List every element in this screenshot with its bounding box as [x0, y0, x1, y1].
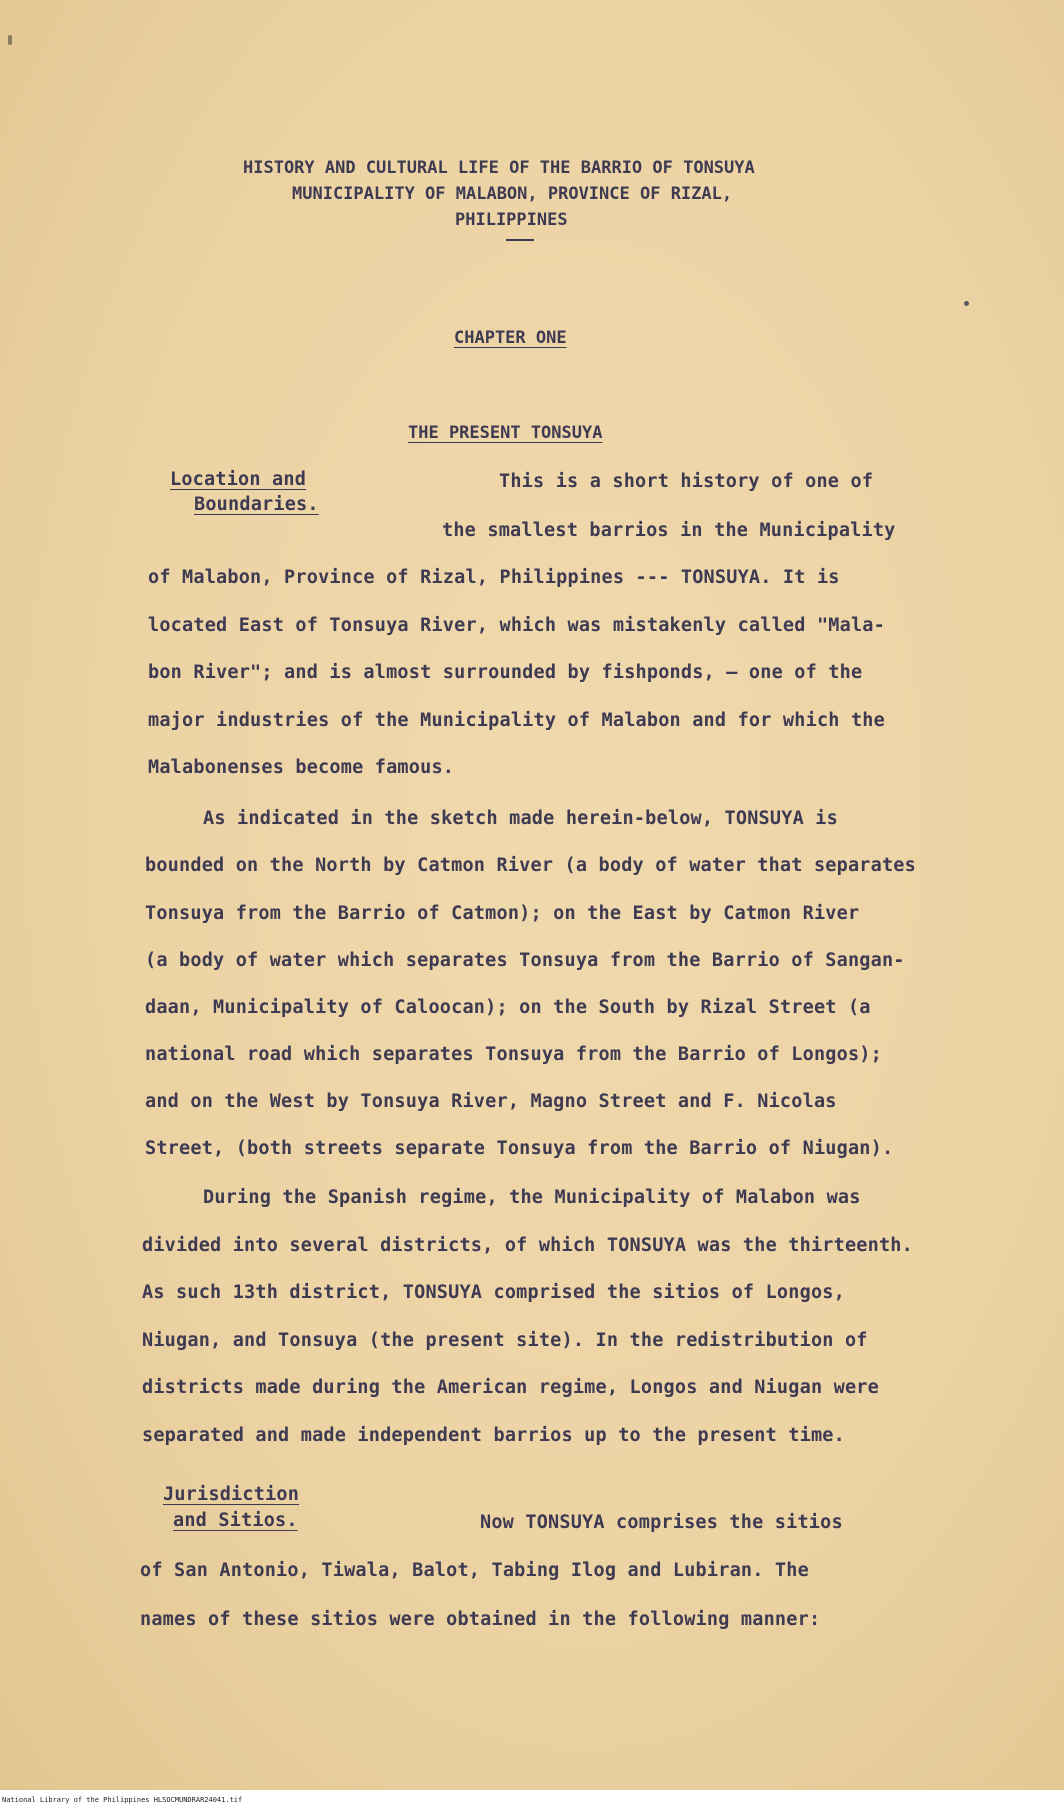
paragraph2-line: daan, Municipality of Caloocan); on the South by Rizal Street (a	[145, 997, 871, 1018]
section1-line: the smallest barrios in the Municipality	[442, 520, 896, 541]
paragraph3-line: separated and made independent barrios up to the present time.	[142, 1425, 845, 1446]
section1-line: of Malabon, Province of Rizal, Philippines --- TONSUYA. It is	[148, 567, 840, 588]
paper-speck	[964, 301, 969, 306]
paragraph3-line: As such 13th district, TONSUYA comprised the sitios of Longos,	[142, 1282, 845, 1303]
paper-speck	[8, 35, 12, 45]
side-heading-sitios: and Sitios.	[173, 1510, 298, 1531]
title-line-1: HISTORY AND CULTURAL LIFE OF THE BARRIO OF TONSUYA	[243, 158, 755, 178]
paragraph3-line: districts made during the American regime, Longos and Niugan were	[142, 1377, 879, 1398]
section2-line: names of these sitios were obtained in the following manner:	[140, 1609, 821, 1630]
paragraph2-line: bounded on the North by Catmon River (a body of water that separates	[145, 855, 916, 876]
paragraph2-line: Street, (both streets separate Tonsuya from the Barrio of Niugan).	[145, 1138, 894, 1159]
section1-line: bon River"; and is almost surrounded by fishponds, — one of the	[148, 662, 863, 683]
paragraph2-line: Tonsuya from the Barrio of Catmon); on the East by Catmon River	[145, 903, 860, 924]
title-line-2: MUNICIPALITY OF MALABON, PROVINCE OF RIZAL,	[292, 184, 733, 204]
section1-line: located East of Tonsuya River, which was mistakenly called "Mala-	[148, 615, 885, 636]
paragraph2-line: (a body of water which separates Tonsuya from the Barrio of Sangan-	[145, 950, 905, 971]
title-line-3: PHILIPPINES	[455, 210, 568, 230]
section1-line: Malabonenses become famous.	[148, 757, 455, 778]
paragraph3-line: During the Spanish regime, the Municipality of Malabon was	[203, 1187, 861, 1208]
section1-line: This is a short history of one of	[499, 471, 874, 492]
side-heading-location: Location and	[170, 469, 307, 490]
side-heading-boundaries: Boundaries.	[194, 494, 319, 515]
paragraph3-line: divided into several districts, of which TONSUYA was the thirteenth.	[142, 1235, 913, 1256]
paragraph3-line: Niugan, and Tonsuya (the present site). In the redistribution of	[142, 1330, 868, 1351]
paragraph2-line: national road which separates Tonsuya from the Barrio of Longos);	[145, 1044, 882, 1065]
paragraph2-line: and on the West by Tonsuya River, Magno Street and F. Nicolas	[145, 1091, 837, 1112]
section1-line: major industries of the Municipality of Malabon and for which the	[148, 710, 885, 731]
footer-caption: National Library of the Philippines HLSOCMUNDRAR24041.tif	[2, 1796, 243, 1804]
chapter-label: CHAPTER ONE	[454, 328, 567, 348]
section2-line: Now TONSUYA comprises the sitios	[480, 1512, 843, 1533]
title-dash	[506, 239, 534, 241]
chapter-heading: THE PRESENT TONSUYA	[408, 423, 603, 443]
side-heading-jurisdiction: Jurisdiction	[163, 1484, 300, 1505]
section2-line: of San Antonio, Tiwala, Balot, Tabing Ilog and Lubiran. The	[140, 1560, 809, 1581]
paragraph2-line: As indicated in the sketch made herein-below, TONSUYA is	[203, 808, 838, 829]
